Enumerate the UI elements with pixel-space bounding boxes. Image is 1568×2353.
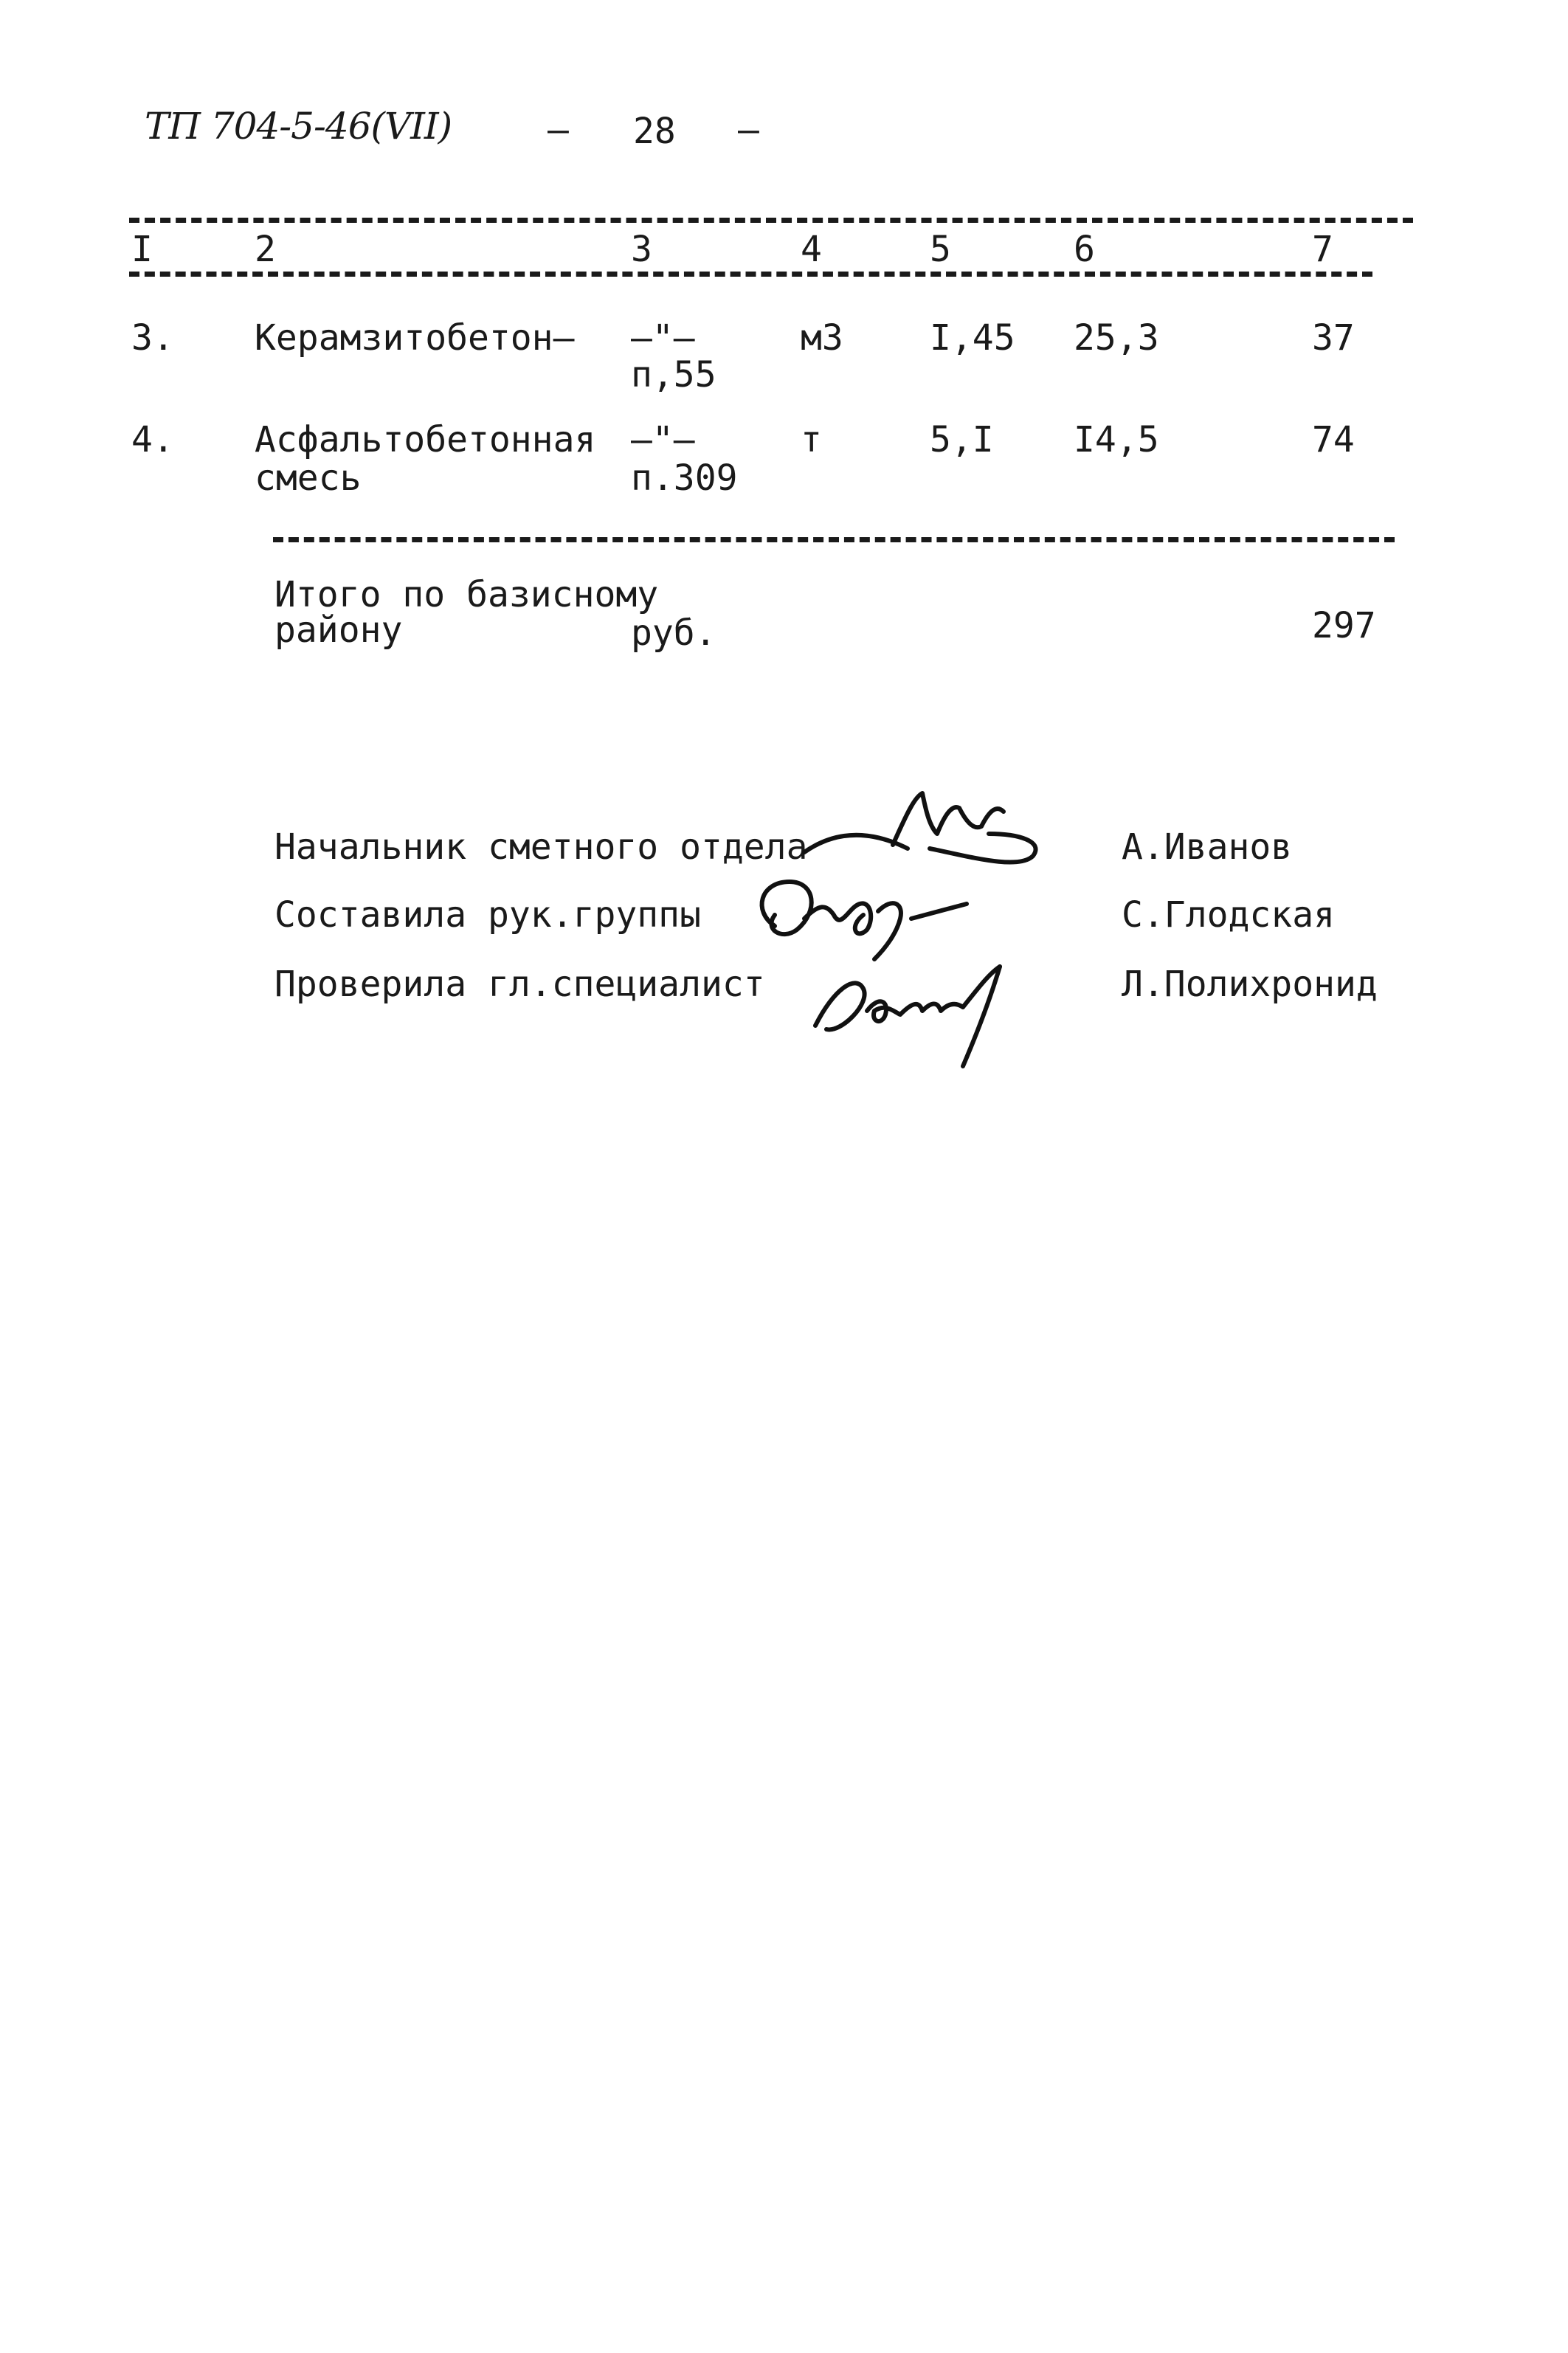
page-dash-right: – <box>738 109 759 151</box>
row-unit: т <box>801 419 822 460</box>
row-name-line2: смесь <box>255 457 362 499</box>
table-top-rule <box>129 218 1413 223</box>
row-quantity: 5,I <box>930 419 994 460</box>
row-name: Асфальтобетонная <box>255 419 596 460</box>
page-number: 28 <box>633 111 676 152</box>
table-bottom-rule <box>273 537 1395 542</box>
document-code: ТП 704-5-46(VII) <box>145 105 452 148</box>
column-header-5: 5 <box>930 229 951 270</box>
row-price: I4,5 <box>1074 419 1159 460</box>
signature-name-checker: Л.Полихронид <box>1122 964 1378 1005</box>
handwritten-signature-checker <box>804 944 1040 1077</box>
row-unit: м3 <box>801 317 843 359</box>
row-name: Керамзитобетон– <box>255 317 575 359</box>
column-header-7: 7 <box>1312 229 1333 270</box>
row-reference: –"– <box>631 317 695 359</box>
column-header-6: 6 <box>1074 229 1095 270</box>
total-label-line2: району <box>274 609 403 651</box>
row-total: 37 <box>1312 317 1355 359</box>
signature-name-compiler: С.Глодская <box>1122 894 1335 936</box>
total-unit: руб. <box>631 612 716 654</box>
signature-title-head: Начальник сметного отдела <box>274 826 808 868</box>
column-header-3: 3 <box>631 229 652 270</box>
row-quantity: I,45 <box>930 317 1015 359</box>
column-header-4: 4 <box>801 229 822 270</box>
page-dash-left: – <box>548 109 569 151</box>
column-header-2: 2 <box>255 229 276 270</box>
signature-title-checker: Проверила гл.специалист <box>274 964 765 1005</box>
row-number: 4. <box>131 419 174 460</box>
total-value: 297 <box>1312 605 1376 646</box>
row-price: 25,3 <box>1074 317 1159 359</box>
column-header-1: I <box>131 229 153 270</box>
signature-title-compiler: Составила рук.группы <box>274 894 701 936</box>
row-total: 74 <box>1312 419 1355 460</box>
row-reference: –"– <box>631 419 695 460</box>
row-number: 3. <box>131 317 174 359</box>
row-reference-line2: п,55 <box>631 354 716 395</box>
total-label: Итого по базисному <box>274 574 659 615</box>
signature-name-head: А.Иванов <box>1122 826 1293 868</box>
header-rule <box>129 272 1372 277</box>
row-reference-line2: п.309 <box>631 457 738 499</box>
